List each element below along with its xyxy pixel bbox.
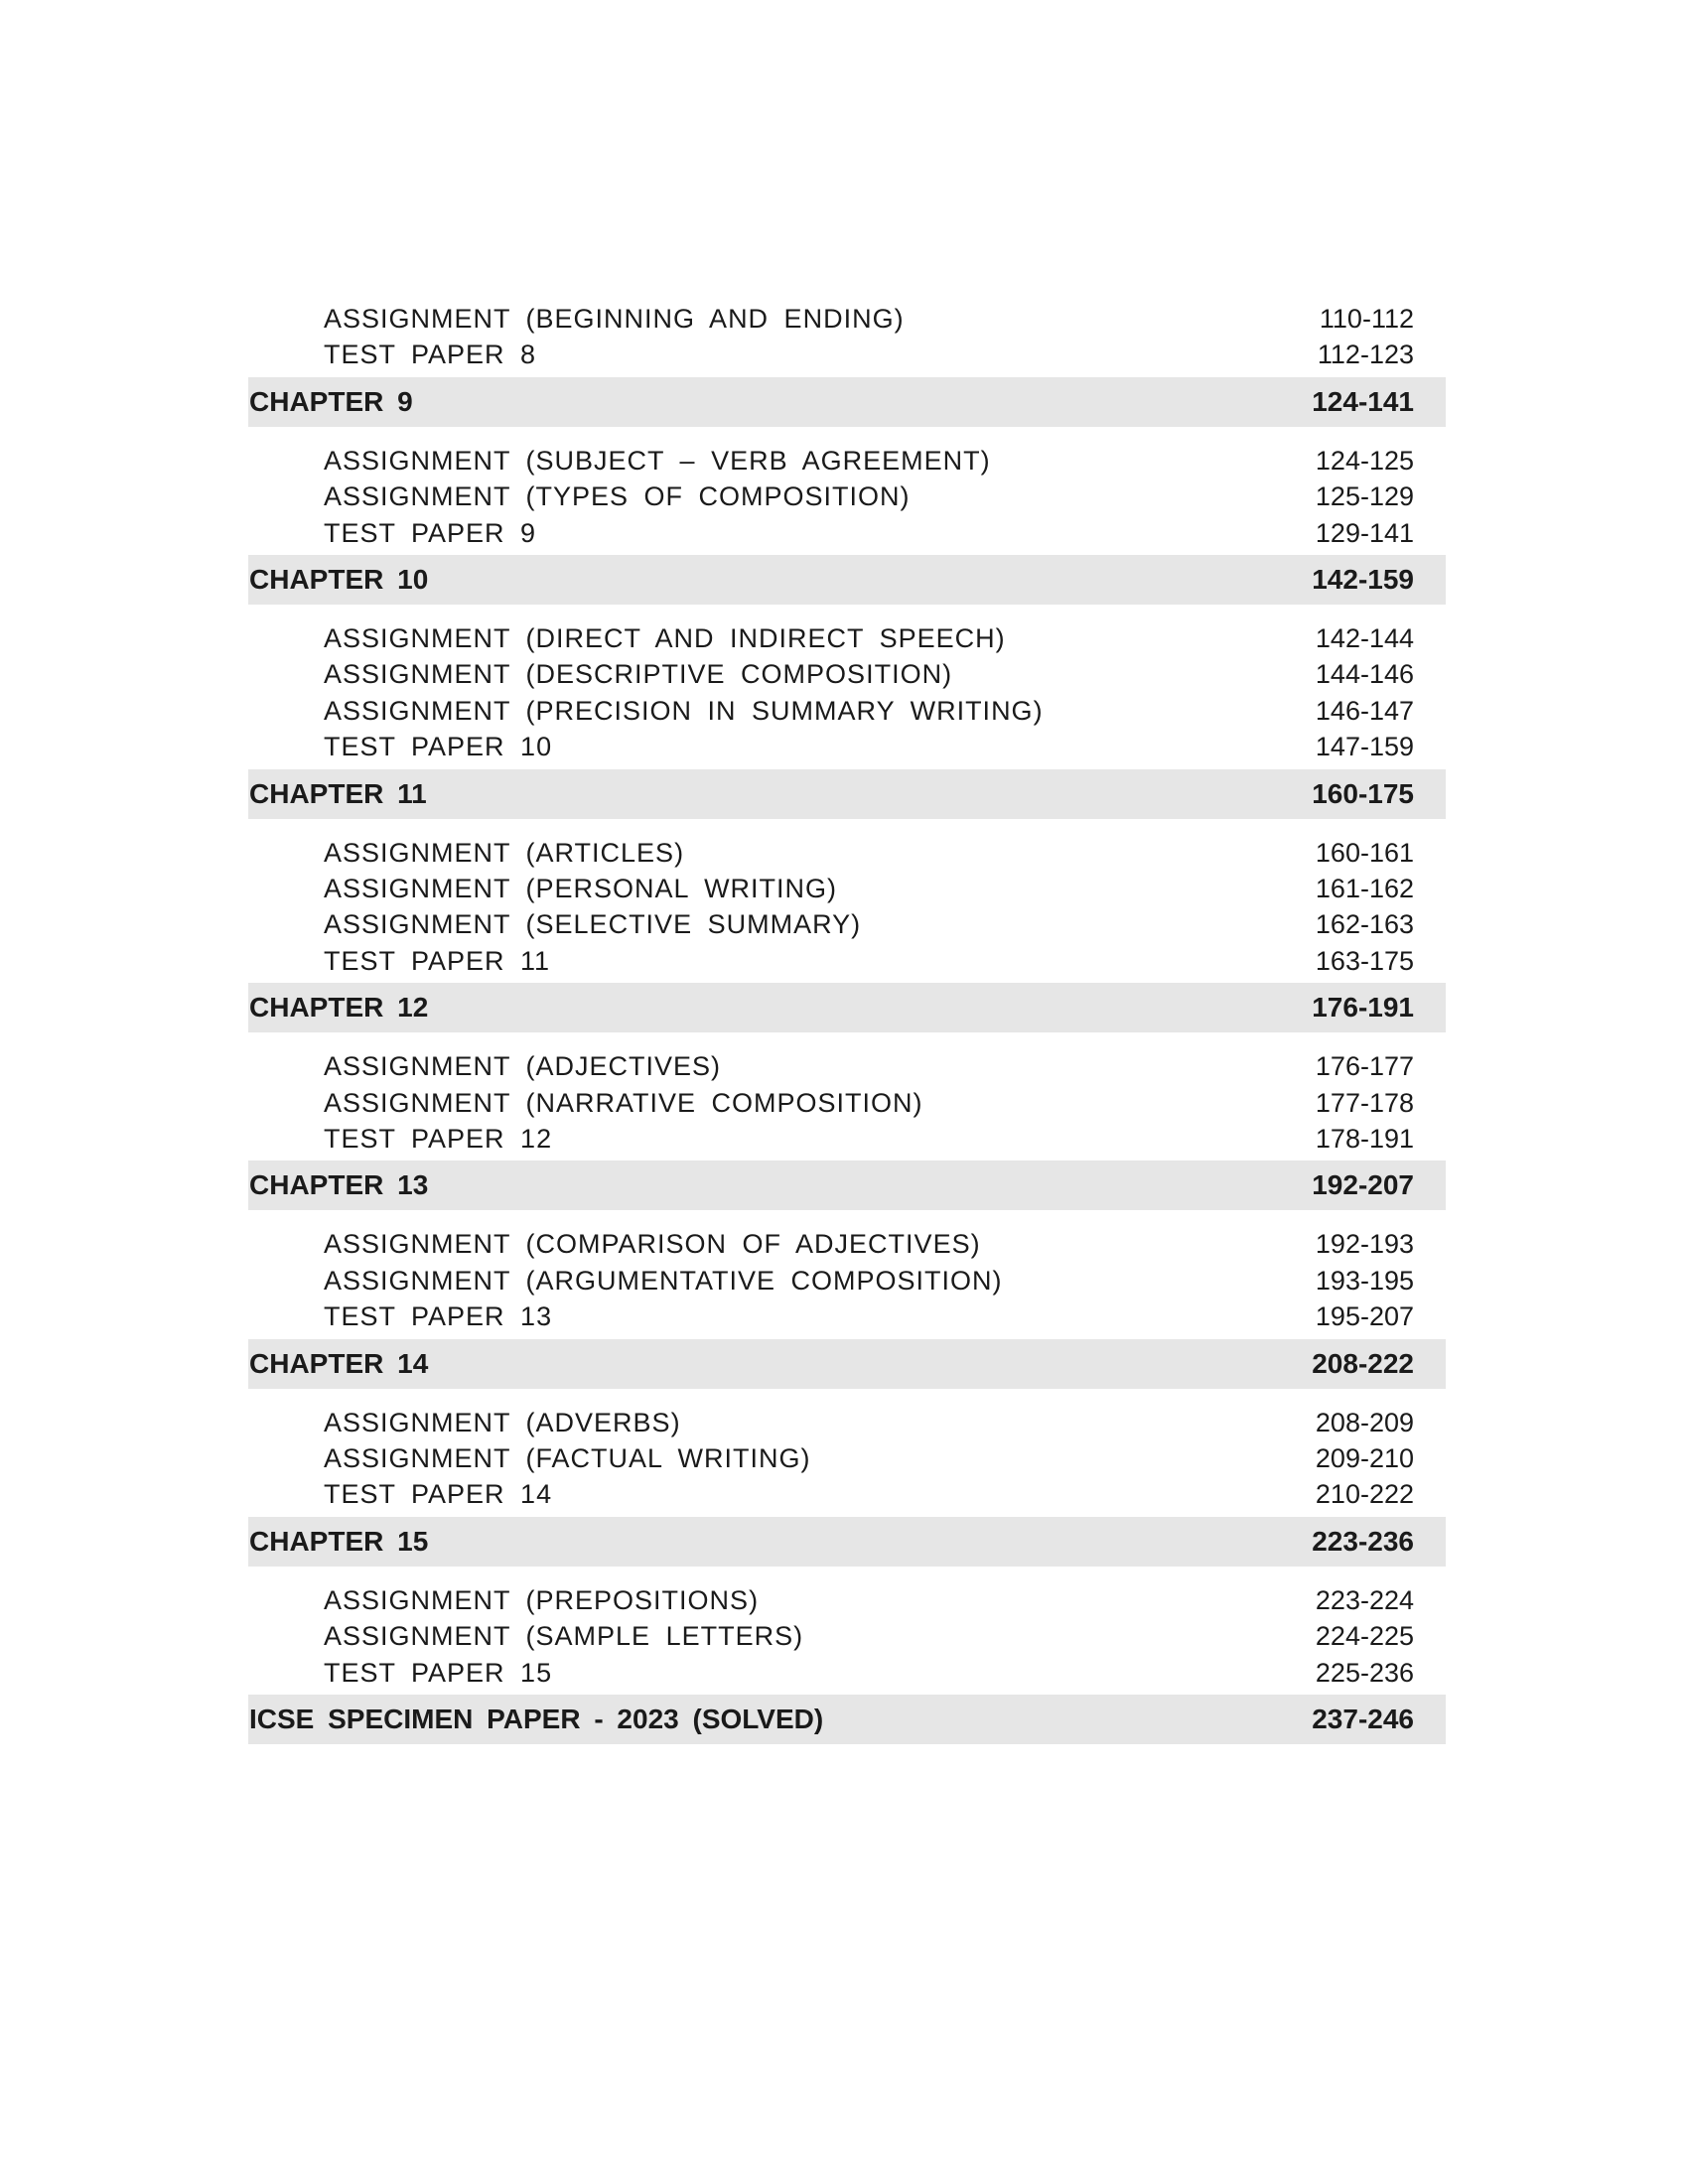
entry-title: ASSIGNMENT (ADJECTIVES) xyxy=(324,1051,722,1082)
entry-page-range: 223-224 xyxy=(1315,1584,1414,1615)
toc-entry xyxy=(248,443,1446,478)
toc-entry xyxy=(248,1226,1446,1262)
entry-page-range: 195-207 xyxy=(1315,1301,1414,1332)
entry-title: TEST PAPER 15 xyxy=(324,1657,553,1688)
toc-entry xyxy=(248,1405,1446,1440)
entry-title: ASSIGNMENT (PRECISION IN SUMMARY WRITING) xyxy=(324,695,1044,726)
entry-title: ASSIGNMENT (ADVERBS) xyxy=(324,1407,681,1437)
entry-page-range: 225-236 xyxy=(1315,1657,1414,1688)
entry-title: ASSIGNMENT (SUBJECT – VERB AGREEMENT) xyxy=(324,445,991,476)
chapter-page-range: 124-141 xyxy=(1312,385,1414,417)
entry-page-range: 209-210 xyxy=(1315,1443,1414,1473)
entry-page-range: 162-163 xyxy=(1315,909,1414,940)
entry-page-range: 144-146 xyxy=(1315,659,1414,690)
entry-page-range: 142-144 xyxy=(1315,623,1414,653)
entry-title: ASSIGNMENT (ARTICLES) xyxy=(324,837,685,868)
chapter-heading xyxy=(248,377,1446,427)
entry-title: TEST PAPER 8 xyxy=(324,340,537,370)
entry-title: ASSIGNMENT (PREPOSITIONS) xyxy=(324,1584,760,1615)
entry-page-range: 163-175 xyxy=(1315,945,1414,976)
entry-title: TEST PAPER 10 xyxy=(324,732,553,762)
entry-page-range: 146-147 xyxy=(1315,695,1414,726)
entry-title: ASSIGNMENT (NARRATIVE COMPOSITION) xyxy=(324,1087,923,1118)
chapter-title: CHAPTER 11 xyxy=(249,777,427,809)
toc-entry xyxy=(248,1655,1446,1691)
entry-page-range: 192-193 xyxy=(1315,1229,1414,1260)
chapter-page-range: 192-207 xyxy=(1312,1169,1414,1201)
toc-entry xyxy=(248,1440,1446,1476)
chapter-title: CHAPTER 9 xyxy=(249,385,413,417)
chapter-title: CHAPTER 14 xyxy=(249,1347,429,1379)
chapter-title: CHAPTER 15 xyxy=(249,1525,429,1557)
toc-entry xyxy=(248,337,1446,372)
toc-entry xyxy=(248,1476,1446,1512)
entry-page-range: 147-159 xyxy=(1315,732,1414,762)
entry-title: TEST PAPER 13 xyxy=(324,1301,553,1332)
entry-page-range: 208-209 xyxy=(1315,1407,1414,1437)
chapter-title: ICSE SPECIMEN PAPER - 2023 (SOLVED) xyxy=(249,1704,824,1734)
toc-entry xyxy=(248,1048,1446,1084)
entry-title: ASSIGNMENT (TYPES OF COMPOSITION) xyxy=(324,481,911,512)
chapter-page-range: 223-236 xyxy=(1312,1525,1414,1557)
toc-entry xyxy=(248,1582,1446,1618)
toc-entry xyxy=(248,1618,1446,1654)
entry-title: TEST PAPER 11 xyxy=(324,945,551,976)
chapter-heading xyxy=(248,555,1446,605)
entry-page-range: 193-195 xyxy=(1315,1265,1414,1296)
toc-entry xyxy=(248,943,1446,979)
entry-title: ASSIGNMENT (COMPARISON OF ADJECTIVES) xyxy=(324,1229,981,1260)
toc-entry xyxy=(248,301,1446,337)
entry-page-range: 112-123 xyxy=(1317,340,1414,370)
entry-page-range: 160-161 xyxy=(1315,837,1414,868)
chapter-heading xyxy=(248,1160,1446,1210)
entry-title: ASSIGNMENT (SAMPLE LETTERS) xyxy=(324,1621,804,1652)
toc-entry xyxy=(248,729,1446,764)
toc-entry xyxy=(248,1298,1446,1334)
chapter-heading xyxy=(248,1339,1446,1389)
entry-page-range: 129-141 xyxy=(1315,517,1414,548)
entry-page-range: 161-162 xyxy=(1315,874,1414,903)
entry-page-range: 176-177 xyxy=(1315,1051,1414,1082)
entry-page-range: 177-178 xyxy=(1315,1087,1414,1118)
toc-entry xyxy=(248,656,1446,692)
entry-page-range: 125-129 xyxy=(1315,481,1414,512)
toc-entry xyxy=(248,693,1446,729)
entry-page-range: 124-125 xyxy=(1315,445,1414,476)
toc-entry xyxy=(248,478,1446,514)
entry-title: ASSIGNMENT (DESCRIPTIVE COMPOSITION) xyxy=(324,659,953,690)
chapter-heading xyxy=(248,1695,1446,1744)
entry-page-range: 178-191 xyxy=(1315,1124,1414,1154)
chapter-title: CHAPTER 13 xyxy=(249,1169,429,1201)
entry-title: ASSIGNMENT (FACTUAL WRITING) xyxy=(324,1443,811,1473)
toc-entry xyxy=(248,515,1446,551)
chapter-page-range: 160-175 xyxy=(1312,777,1414,809)
entry-title: ASSIGNMENT (PERSONAL WRITING) xyxy=(324,874,838,903)
entry-title: ASSIGNMENT (ARGUMENTATIVE COMPOSITION) xyxy=(324,1265,1003,1296)
chapter-page-range: 237-246 xyxy=(1312,1704,1414,1734)
entry-page-range: 210-222 xyxy=(1315,1479,1414,1510)
entry-page-range: 224-225 xyxy=(1315,1621,1414,1652)
toc-entry xyxy=(248,906,1446,942)
toc-entry xyxy=(248,871,1446,906)
chapter-title: CHAPTER 12 xyxy=(249,992,429,1024)
entry-title: ASSIGNMENT (DIRECT AND INDIRECT SPEECH) xyxy=(324,623,1006,653)
chapter-heading xyxy=(248,1517,1446,1567)
toc-entry xyxy=(248,1121,1446,1157)
chapter-page-range: 208-222 xyxy=(1312,1347,1414,1379)
chapter-page-range: 176-191 xyxy=(1312,992,1414,1024)
chapter-page-range: 142-159 xyxy=(1312,564,1414,595)
toc-entry xyxy=(248,1263,1446,1298)
entry-title: ASSIGNMENT (SELECTIVE SUMMARY) xyxy=(324,909,862,940)
entry-title: TEST PAPER 9 xyxy=(324,517,537,548)
toc-entry xyxy=(248,835,1446,871)
chapter-title: CHAPTER 10 xyxy=(249,564,429,595)
entry-title: TEST PAPER 12 xyxy=(324,1124,553,1154)
toc-entry xyxy=(248,1085,1446,1121)
entry-page-range: 110-112 xyxy=(1319,304,1414,334)
entry-title: ASSIGNMENT (BEGINNING AND ENDING) xyxy=(324,304,905,334)
chapter-heading xyxy=(248,983,1446,1032)
entry-title: TEST PAPER 14 xyxy=(324,1479,553,1510)
toc-entry xyxy=(248,620,1446,656)
chapter-heading xyxy=(248,769,1446,819)
